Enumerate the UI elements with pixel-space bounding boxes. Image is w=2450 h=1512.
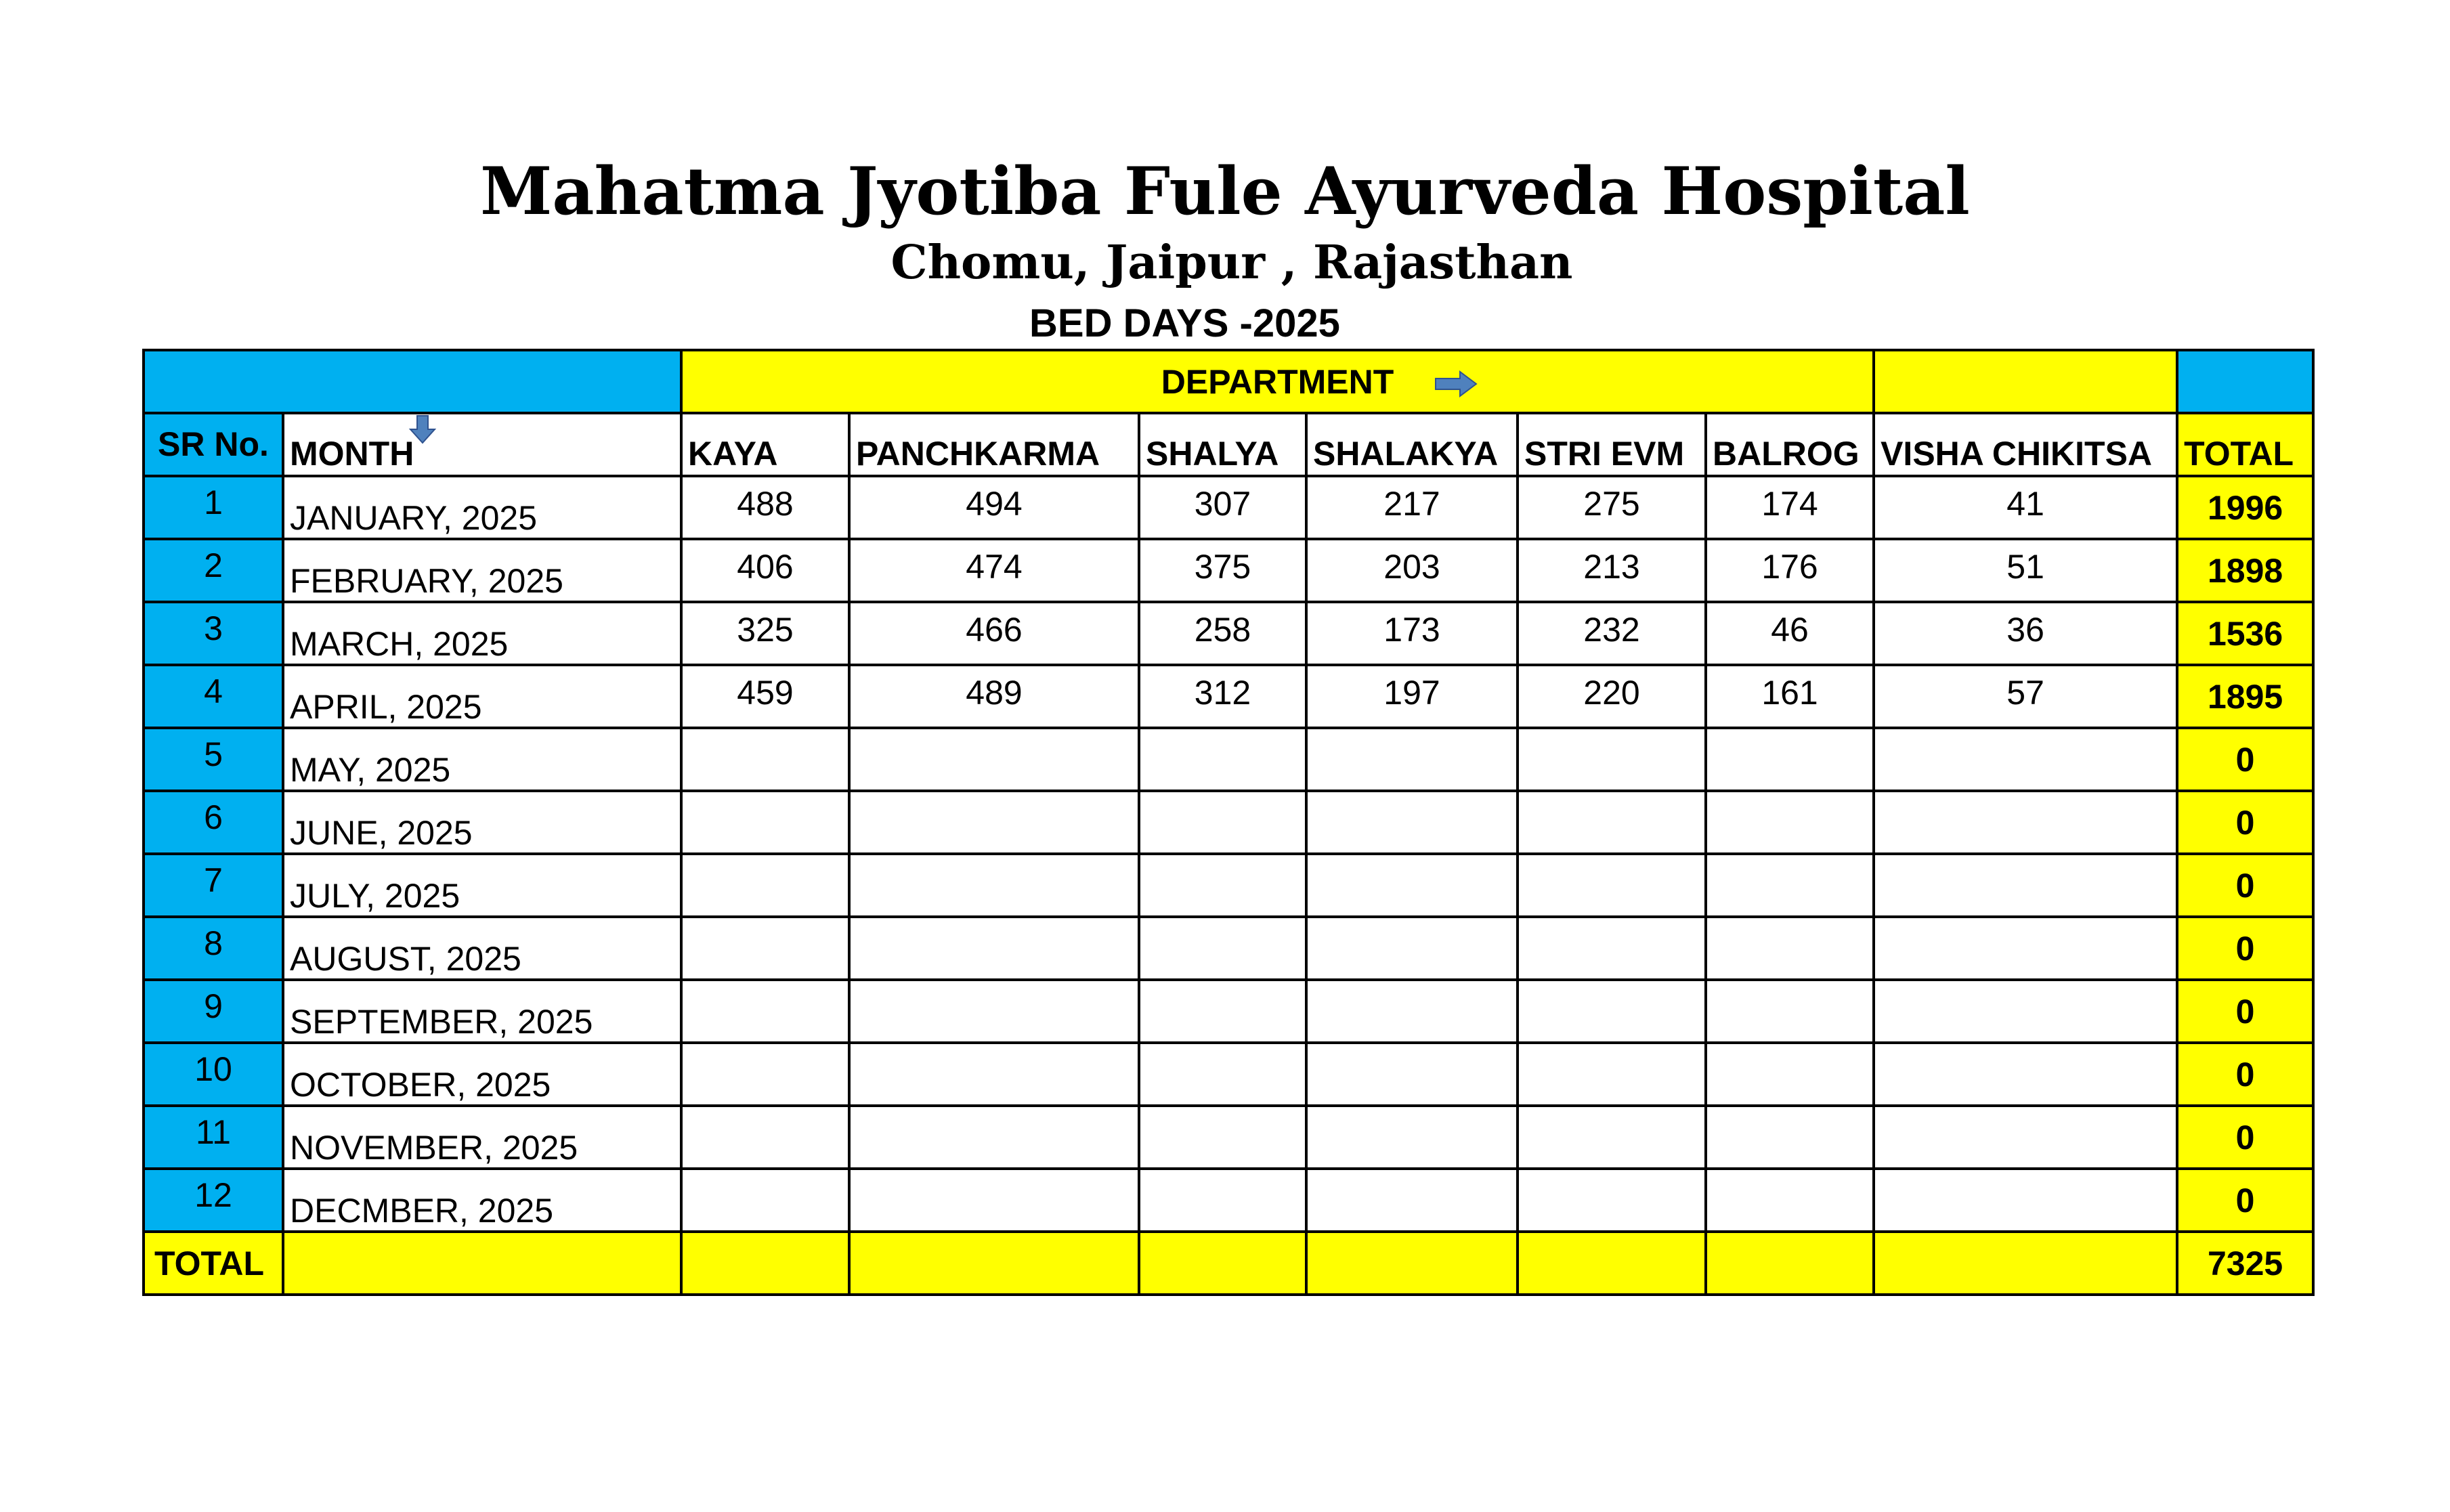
cell-visha	[1874, 1106, 2177, 1169]
cell-month: AUGUST, 2025	[283, 917, 681, 980]
cell-stri: 275	[1518, 476, 1706, 539]
cell-stri	[1518, 980, 1706, 1043]
cell-sr: 6	[144, 791, 283, 854]
cell-visha: 51	[1874, 539, 2177, 602]
table-row	[144, 665, 2313, 728]
table-row	[144, 1043, 2313, 1106]
cell-visha	[1874, 728, 2177, 791]
table-row	[144, 1169, 2313, 1232]
cell-total: 0	[2177, 791, 2313, 854]
cell-sr: 2	[144, 539, 283, 602]
cell-sr: 11	[144, 1106, 283, 1169]
cell-sr: 12	[144, 1169, 283, 1232]
hospital-location-text: Chomu, Jaipur , Rajasthan	[890, 236, 1573, 290]
cell-visha: 36	[1874, 602, 2177, 665]
col-total: TOTAL	[2177, 413, 2313, 476]
cell-balrog	[1706, 917, 1874, 980]
cell-kaya	[681, 728, 849, 791]
arrow-right-icon	[1434, 370, 1478, 397]
table-row	[144, 791, 2313, 854]
total-blank-cell	[1306, 1232, 1518, 1295]
cell-shalya	[1139, 728, 1306, 791]
cell-month: JULY, 2025	[283, 854, 681, 917]
cell-panchkarma	[849, 854, 1139, 917]
cell-shalya: 312	[1139, 665, 1306, 728]
table-row	[144, 602, 2313, 665]
cell-shalya: 307	[1139, 476, 1306, 539]
col-kaya: KAYA	[681, 413, 849, 476]
cell-kaya: 406	[681, 539, 849, 602]
total-blank-cell	[1874, 1232, 2177, 1295]
cell-total: 0	[2177, 917, 2313, 980]
cell-sr: 10	[144, 1043, 283, 1106]
cell-kaya	[681, 1169, 849, 1232]
cell-balrog	[1706, 1106, 1874, 1169]
cell-kaya: 459	[681, 665, 849, 728]
cell-kaya	[681, 1043, 849, 1106]
total-blank-cell	[1518, 1232, 1706, 1295]
col-shalakya: SHALAKYA	[1306, 413, 1518, 476]
cell-total: 0	[2177, 854, 2313, 917]
cell-shalakya	[1306, 917, 1518, 980]
cell-shalakya	[1306, 1106, 1518, 1169]
cell-stri: 232	[1518, 602, 1706, 665]
cell-month: SEPTEMBER, 2025	[283, 980, 681, 1043]
cell-kaya: 488	[681, 476, 849, 539]
table-row	[144, 1106, 2313, 1169]
cell-total: 1536	[2177, 602, 2313, 665]
hospital-title: Mahatma Jyotiba Fule Ayurveda Hospital	[480, 153, 1970, 230]
cell-total: 1895	[2177, 665, 2313, 728]
cell-shalya	[1139, 917, 1306, 980]
cell-panchkarma	[849, 1169, 1139, 1232]
cell-visha: 41	[1874, 476, 2177, 539]
cell-visha	[1874, 854, 2177, 917]
cell-month: MARCH, 2025	[283, 602, 681, 665]
cell-sr: 8	[144, 917, 283, 980]
cell-balrog: 176	[1706, 539, 1874, 602]
cell-shalya	[1139, 854, 1306, 917]
cell-kaya	[681, 854, 849, 917]
cell-kaya: 325	[681, 602, 849, 665]
col-balrog: BALROG	[1706, 413, 1874, 476]
cell-month: FEBRUARY, 2025	[283, 539, 681, 602]
report-title: BED DAYS -2025	[1029, 301, 1340, 345]
total-blank-cell	[1139, 1232, 1306, 1295]
header-blank-visha	[1874, 350, 2177, 413]
cell-total: 0	[2177, 1106, 2313, 1169]
cell-shalakya	[1306, 1043, 1518, 1106]
cell-shalakya	[1306, 728, 1518, 791]
cell-month: MAY, 2025	[283, 728, 681, 791]
cell-balrog: 174	[1706, 476, 1874, 539]
table-row	[144, 539, 2313, 602]
total-row	[144, 1232, 2313, 1295]
col-month: MONTH	[283, 413, 681, 476]
cell-month: JUNE, 2025	[283, 791, 681, 854]
cell-total: 1898	[2177, 539, 2313, 602]
header-blank-left	[144, 350, 681, 413]
cell-balrog	[1706, 1043, 1874, 1106]
department-header	[681, 350, 1874, 413]
cell-stri	[1518, 1169, 1706, 1232]
col-visha-chikitsa: VISHA CHIKITSA	[1874, 413, 2177, 476]
grand-total: 7325	[2177, 1232, 2313, 1295]
col-sr: SR No.	[144, 413, 283, 476]
cell-balrog	[1706, 980, 1874, 1043]
cell-visha	[1874, 791, 2177, 854]
cell-kaya	[681, 791, 849, 854]
cell-month: DECMBER, 2025	[283, 1169, 681, 1232]
cell-sr: 9	[144, 980, 283, 1043]
table-row	[144, 476, 2313, 539]
cell-month: JANUARY, 2025	[283, 476, 681, 539]
cell-shalya	[1139, 980, 1306, 1043]
total-blank-cell	[1706, 1232, 1874, 1295]
cell-shalakya	[1306, 1169, 1518, 1232]
cell-stri	[1518, 728, 1706, 791]
cell-shalakya	[1306, 980, 1518, 1043]
cell-shalakya: 173	[1306, 602, 1518, 665]
cell-balrog	[1706, 791, 1874, 854]
cell-shalya	[1139, 791, 1306, 854]
cell-sr: 7	[144, 854, 283, 917]
table-row	[144, 917, 2313, 980]
cell-balrog: 161	[1706, 665, 1874, 728]
cell-visha: 57	[1874, 665, 2177, 728]
cell-kaya	[681, 1106, 849, 1169]
col-panchkarma: PANCHKARMA	[849, 413, 1139, 476]
cell-month: NOVEMBER, 2025	[283, 1106, 681, 1169]
cell-shalakya	[1306, 791, 1518, 854]
cell-total: 0	[2177, 1169, 2313, 1232]
cell-panchkarma: 494	[849, 476, 1139, 539]
column-header-row	[144, 413, 2313, 476]
cell-stri	[1518, 1043, 1706, 1106]
cell-stri	[1518, 854, 1706, 917]
cell-shalakya	[1306, 854, 1518, 917]
arrow-down-icon	[408, 414, 437, 444]
cell-total: 0	[2177, 980, 2313, 1043]
department-header-row	[144, 350, 2313, 413]
total-blank-cell	[283, 1232, 681, 1295]
cell-balrog: 46	[1706, 602, 1874, 665]
cell-shalakya: 197	[1306, 665, 1518, 728]
cell-total: 0	[2177, 1043, 2313, 1106]
cell-visha	[1874, 1043, 2177, 1106]
cell-panchkarma: 474	[849, 539, 1139, 602]
header-blank-total	[2177, 350, 2313, 413]
bed-days-table	[142, 349, 2315, 1296]
cell-stri	[1518, 1106, 1706, 1169]
cell-panchkarma	[849, 791, 1139, 854]
cell-panchkarma: 489	[849, 665, 1139, 728]
col-shalya: SHALYA	[1139, 413, 1306, 476]
department-label: DEPARTMENT	[1161, 362, 1394, 401]
cell-shalakya: 217	[1306, 476, 1518, 539]
cell-panchkarma: 466	[849, 602, 1139, 665]
table-row	[144, 980, 2313, 1043]
table-row	[144, 854, 2313, 917]
cell-sr: 3	[144, 602, 283, 665]
cell-total: 1996	[2177, 476, 2313, 539]
cell-sr: 4	[144, 665, 283, 728]
cell-panchkarma	[849, 1043, 1139, 1106]
cell-panchkarma	[849, 1106, 1139, 1169]
table-row	[144, 728, 2313, 791]
cell-shalya: 375	[1139, 539, 1306, 602]
cell-panchkarma	[849, 980, 1139, 1043]
cell-total: 0	[2177, 728, 2313, 791]
cell-balrog	[1706, 854, 1874, 917]
cell-visha	[1874, 980, 2177, 1043]
cell-shalya	[1139, 1106, 1306, 1169]
total-blank-cell	[681, 1232, 849, 1295]
cell-panchkarma	[849, 728, 1139, 791]
cell-balrog	[1706, 1169, 1874, 1232]
total-blank-cell	[849, 1232, 1139, 1295]
cell-balrog	[1706, 728, 1874, 791]
cell-month: APRIL, 2025	[283, 665, 681, 728]
cell-stri: 220	[1518, 665, 1706, 728]
cell-stri	[1518, 917, 1706, 980]
cell-stri: 213	[1518, 539, 1706, 602]
cell-visha	[1874, 1169, 2177, 1232]
cell-kaya	[681, 917, 849, 980]
cell-shalya	[1139, 1169, 1306, 1232]
col-stri-evm: STRI EVM	[1518, 413, 1706, 476]
cell-shalakya: 203	[1306, 539, 1518, 602]
cell-visha	[1874, 917, 2177, 980]
cell-kaya	[681, 980, 849, 1043]
cell-panchkarma	[849, 917, 1139, 980]
cell-month: OCTOBER, 2025	[283, 1043, 681, 1106]
cell-sr: 1	[144, 476, 283, 539]
cell-stri	[1518, 791, 1706, 854]
cell-shalya: 258	[1139, 602, 1306, 665]
hospital-location	[0, 229, 2450, 297]
total-label: TOTAL	[144, 1232, 283, 1295]
cell-shalya	[1139, 1043, 1306, 1106]
cell-sr: 5	[144, 728, 283, 791]
